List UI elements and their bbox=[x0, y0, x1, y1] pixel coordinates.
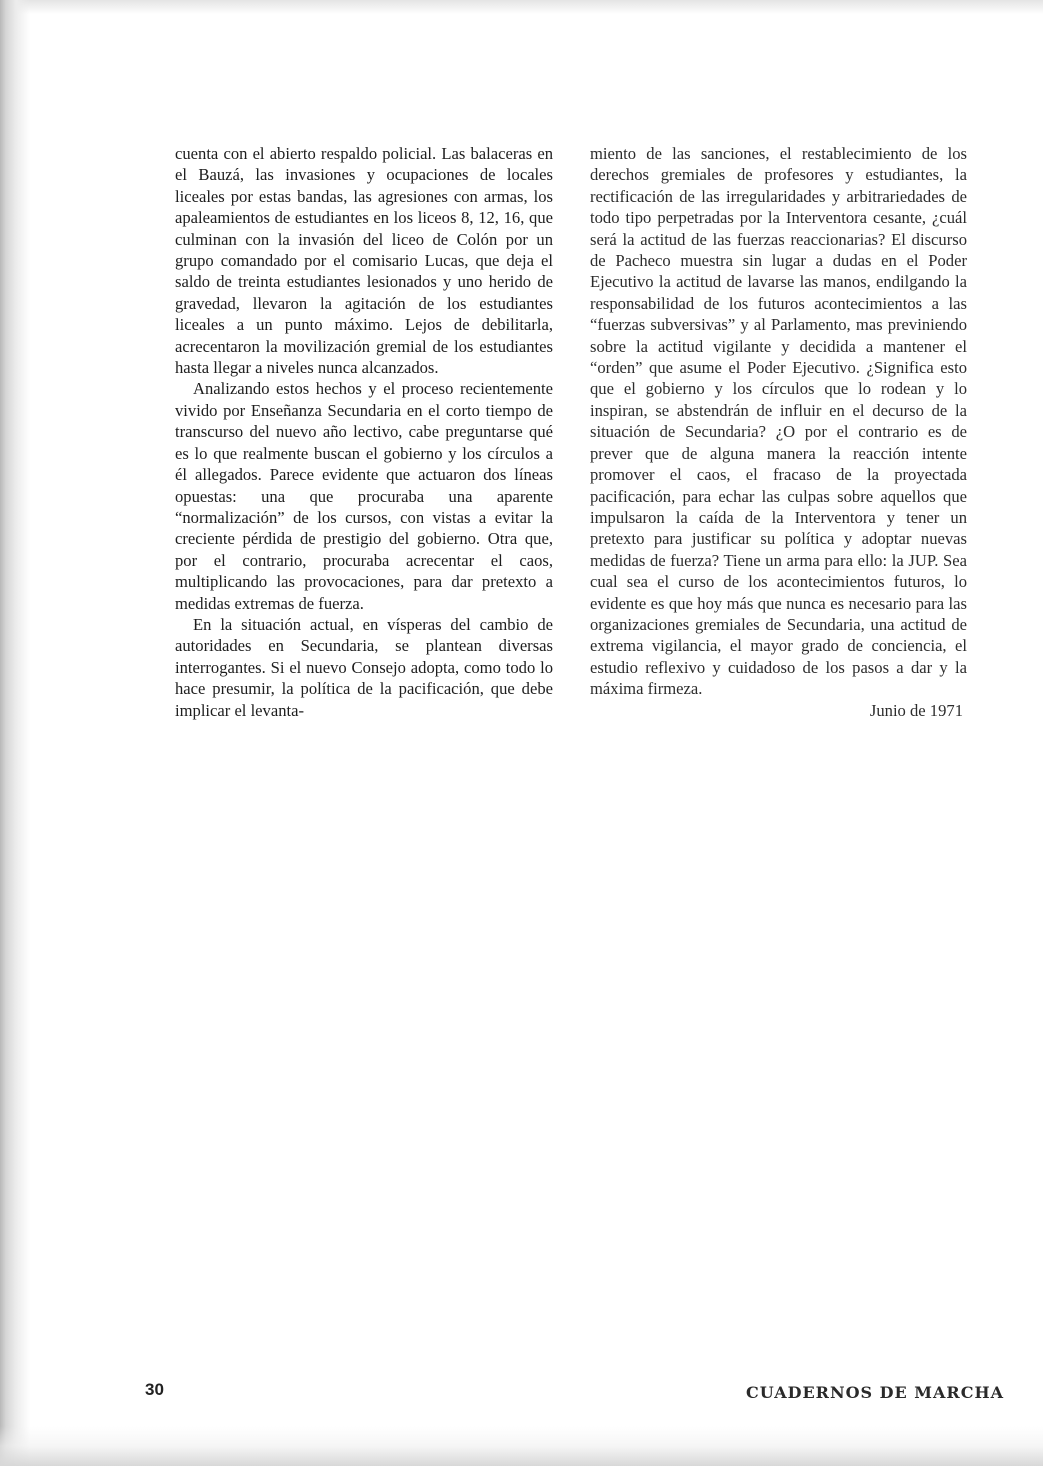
article-date: Junio de 1971 bbox=[869, 700, 963, 720]
page-number: 30 bbox=[145, 1380, 164, 1399]
left-paragraph-3-wrapper bbox=[175, 614, 553, 721]
right-text-column bbox=[590, 143, 967, 721]
publication-name: CUADERNOS DE MARCHA bbox=[746, 1383, 1004, 1402]
left-paragraph-1: cuenta con el abierto respaldo policial. Las balaceras en el Bauzá, las invasiones y ocupaciones de locales liceales por estas bandas, las agresiones con armas, los apaleamientos de estudiantes en los liceos 8, 12, 16, que culminan con la invasión del liceo de Colón por un grupo comandado por el comisario Lucas, que deja el saldo de treinta estudiantes lesionados y uno herido de gravedad, llevaron la agitación de los estudiantes liceales a un punto máximo. Lejos de debilitarla, acrecentaron la movilización gremial de los estudiantes hasta llegar a niveles nunca alcanzados. bbox=[175, 144, 553, 378]
right-paragraph-1: miento de las sanciones, el restablecimiento de los derechos gremiales de profesores y estudiantes, la rectificación de las irregularidades y arbitrariedades de todo tipo perpetradas por la Interventora cesante, ¿cuál será la actitud de las fuerzas reaccionarias? El discurso de Pacheco muestra sin lugar a dudas en el Poder Ejecutivo la actitud de lavarse las manos, endilgando la responsabilidad de los futuros acontecimientos a las “fuerzas subversivas” y al Parlamento, mas previniendo sobre la actitud vigilante y decidida a mantener el “orden” que asume el Poder Ejecutivo. ¿Significa esto que el gobierno y los círculos que lo rodean y lo inspiran, se abstendrán de influir en el decurso de la situación de Secundaria? ¿O por el contrario es de prever que de alguna manera la reacción intente promover el caos, el fracaso de la proyectada pacificación, para echar las culpas sobre aquellos que impulsaron la caída de la Interventora y tener un pretexto para justificar su política y adoptar nuevas medidas de fuerza? Tiene un arma para ello: la JUP. Sea cual sea el curso de los acontecimientos futuros, lo evidente es que hoy más que nunca es necesario para las organizaciones gremiales de Secundaria, una actitud de extrema vigilancia, el mayor grado de conciencia, el estudio reflexivo y cuidadoso de los pasos a dar y la máxima firmeza. bbox=[590, 144, 967, 699]
left-text-column bbox=[175, 143, 553, 721]
scan-edge-bottom bbox=[0, 1426, 1043, 1466]
left-paragraph-2: Analizando estos hechos y el proceso recientemente vivido por Enseñanza Secundaria en el corto tiempo de transcurso del nuevo año lectivo, cabe preguntarse qué es lo que realmente buscan el gobierno y los círculos a él allegados. Parece evidente que actuaron dos líneas opuestas: una que procuraba una aparente “normalización” de los cursos, con vistas a evitar la creciente pérdida de prestigio del gobierno. Otra que, por el contrario, procuraba acrecentar el caos, multiplicando las provocaciones, para dar pretexto a medidas extremas de fuerza. bbox=[175, 379, 553, 613]
scan-edge-left bbox=[0, 0, 30, 1466]
scan-edge-top bbox=[0, 0, 1043, 14]
left-paragraph-2-wrapper bbox=[175, 378, 553, 613]
left-paragraph-3: En la situación actual, en vísperas del cambio de autoridades en Secundaria, se plantean diversas interrogantes. Si el nuevo Consejo adopta, como todo lo hace presumir, la política de la pacificación, que debe implicar el levanta- bbox=[175, 614, 553, 720]
